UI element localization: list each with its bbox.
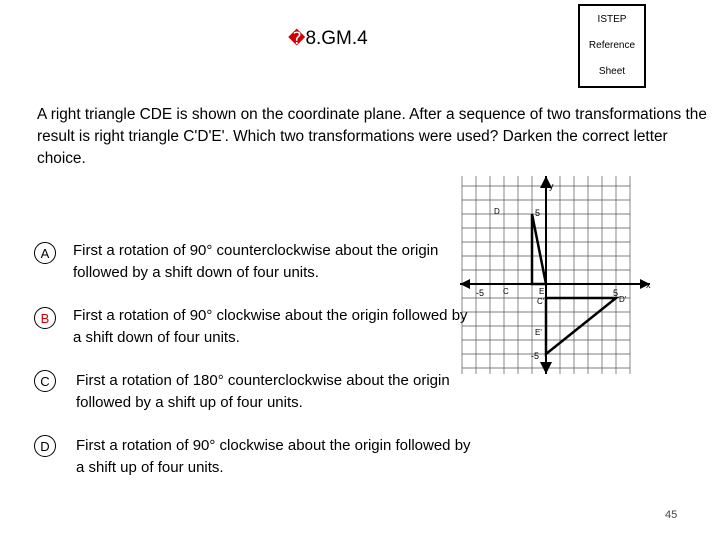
page-number: 45: [665, 509, 678, 521]
y-axis-label: y: [549, 181, 554, 191]
choice-a-bubble[interactable]: A: [34, 242, 56, 264]
tick-neg-y: -5: [531, 351, 540, 361]
x-axis-arrow-left: [460, 279, 470, 289]
coordinate-plane: [460, 176, 660, 376]
standard-code-text: 8.GM.4: [305, 28, 368, 49]
choice-c-text: First a rotation of 180° counterclockwise about the origin followed by a shift up of four units.: [76, 372, 450, 411]
choice-a-text: First a rotation of 90° counterclockwise about the origin followed by a shift down of four units.: [73, 242, 439, 281]
reference-sheet-box: [578, 4, 646, 88]
triangle-cde: [532, 214, 546, 284]
x-axis-label: x: [646, 280, 651, 290]
label-d-prime: D': [619, 295, 627, 304]
tick-pos-x: 5: [613, 288, 619, 298]
reference-box-line-3: Sheet: [598, 66, 626, 77]
reference-box-line-2: Reference: [588, 40, 636, 51]
label-c-prime: C': [537, 297, 545, 306]
choice-b-bubble[interactable]: B: [34, 307, 56, 329]
choice-c-bubble[interactable]: C: [34, 370, 56, 392]
label-e: E: [539, 287, 545, 296]
reference-box-line-1: ISTEP: [597, 14, 627, 25]
choice-d-bubble[interactable]: D: [34, 435, 56, 457]
choice-d-text: First a rotation of 90° clockwise about the origin followed by a shift up of four units.: [76, 437, 471, 476]
tick-neg-x: -5: [476, 288, 485, 298]
choice-b-text: First a rotation of 90° clockwise about the origin followed by a shift down of four units.: [73, 307, 468, 346]
replacement-glyph: �: [288, 29, 306, 49]
tick-pos-y: 5: [535, 208, 541, 218]
standard-code: [288, 28, 368, 50]
label-d: D: [494, 207, 500, 216]
question-text: A right triangle CDE is shown on the coordinate plane. After a sequence of two transformations the result is right triangle C'D'E'. Which two transformations were used? Darken the correct letter choice.: [37, 106, 707, 167]
label-e-prime: E': [535, 328, 542, 337]
label-c: C: [503, 287, 509, 296]
